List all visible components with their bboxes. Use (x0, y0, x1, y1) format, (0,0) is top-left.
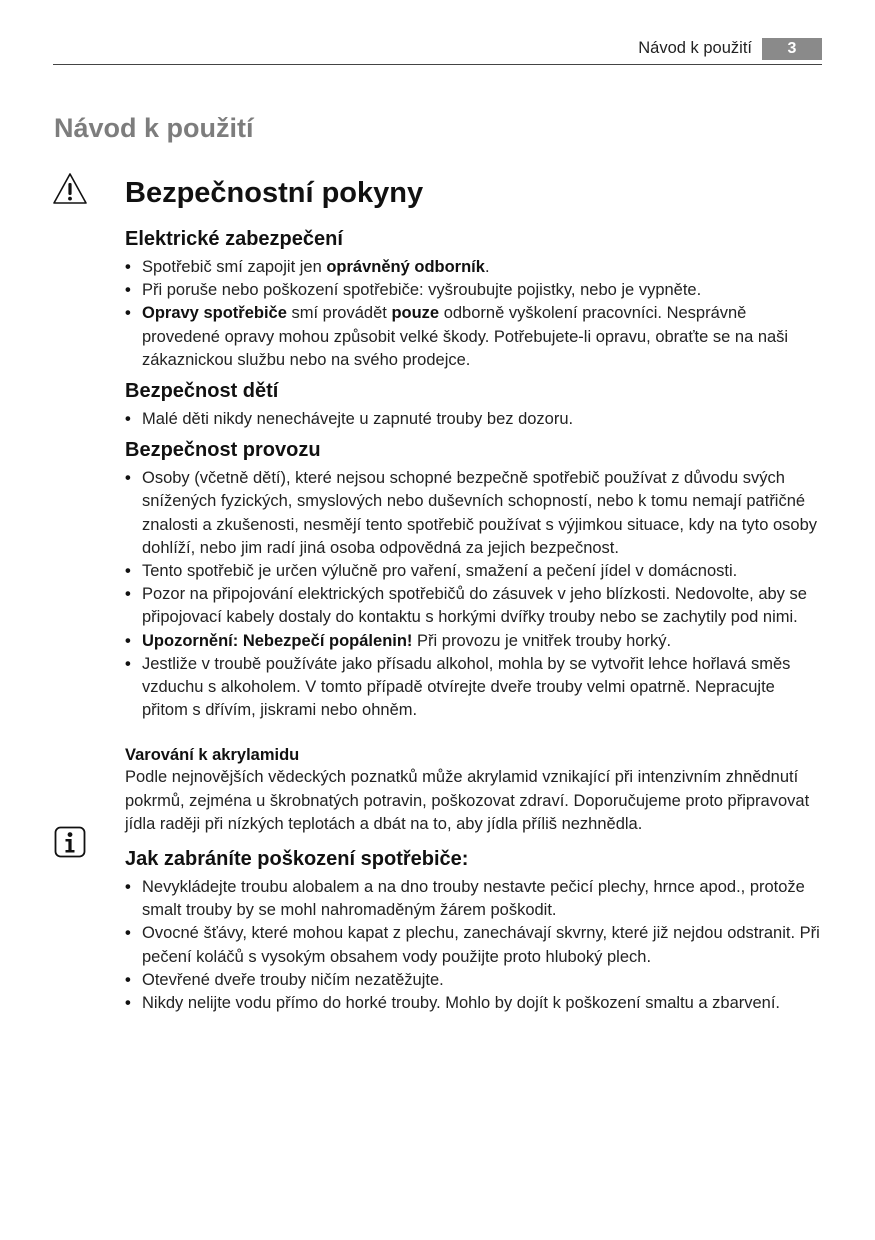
list-item: • Nikdy nelijte vodu přímo do horké trouby. Mohlo by dojít k poškození smaltu a zbarvení. (125, 992, 825, 1015)
electric-safety-heading: Elektrické zabezpečení (125, 228, 343, 250)
acrylamide-note-body: Podle nejnovějších vědeckých poznatků může akrylamid vznikající při intenzivním zhnědnutí pokrmů, zejména u škrobnatých potravin, poškozovat zdraví. Doporučujeme proto připravovat jídla raději při nízkých teplotách a dbát na to, aby jídla příliš nezhnědla. (125, 768, 810, 833)
content (125, 175, 825, 1019)
list-item: • Pozor na připojování elektrických spotřebičů do zásuvek v jeho blízkosti. Nedovolte, aby se připojovací kabely dostaly do kontaktu s horkými dvířky trouby nebo se zachytily pod nimi. (125, 583, 825, 629)
running-header (53, 36, 822, 65)
list-item: • Ovocné šťávy, které mohou kapat z plechu, zanechávají skvrny, které již nejdou odstranit. Při pečení koláčů s vysokým obsahem vody použijte proto hluboký plech. (125, 922, 825, 968)
running-title: Návod k použití (638, 39, 752, 57)
operation-safety-list (125, 467, 825, 722)
list-item: • Tento spotřebič je určen výlučně pro vaření, smažení a pečení jídel v domácnosti. (125, 560, 825, 583)
section-title: Návod k použití (54, 113, 254, 143)
list-item: • Opravy spotřebiče smí provádět pouze odborně vyškolení pracovníci. Nesprávně provedené opravy mohou způsobit velké škody. Potřebujete-li opravu, obraťte se na naši zákaznickou službu nebo na svého prodejce. (125, 302, 825, 372)
list-item: • Malé děti nikdy nenechávejte u zapnuté trouby bez dozoru. (125, 408, 825, 431)
acrylamide-note (125, 744, 825, 836)
warning-triangle-icon (52, 172, 88, 206)
list-item: • Upozornění: Nebezpečí popálenin! Při provozu je vnitřek trouby horký. (125, 630, 825, 653)
operation-safety-heading: Bezpečnost provozu (125, 439, 321, 462)
page-number: 3 (762, 38, 822, 60)
info-icon (54, 826, 86, 858)
list-item: • Jestliže v troubě používáte jako přísadu alkohol, mohla by se vytvořit lehce hořlavá směs vzduchu s alkoholem. V tomto případě otvírejte dveře trouby velmi opatrně. Nepracujte přitom s dřívím, jiskrami nebo ohněm. (125, 653, 825, 723)
child-safety-heading: Bezpečnost dětí (125, 380, 279, 403)
damage-prevention-heading: Jak zabráníte poškození spotřebiče: (125, 848, 469, 871)
list-item: • Osoby (včetně dětí), které nejsou schopné bezpečně spotřebič používat z důvodu svých snížených fyzických, smyslových nebo duševních schopností, nebo k tomu nemají patřičné znalosti a zkušenosti, nesmějí tento spotřebič používat s výjimkou situace, kdy na tyto osoby dohlíží, nebo jim radí jiná osoba odpovědná za jejich bezpečnost. (125, 467, 825, 560)
list-item: • Otevřené dveře trouby ničím nezatěžujte. (125, 969, 825, 992)
list-item: • Nevykládejte troubu alobalem a na dno trouby nestavte pečicí plechy, hrnce apod., protože smalt trouby by se mohl nahromaděným žárem poškodit. (125, 876, 825, 922)
list-item: • Spotřebič smí zapojit jen oprávněný odborník. (125, 256, 825, 279)
child-safety-list (125, 408, 825, 431)
acrylamide-note-title: Varování k akrylamidu (125, 746, 300, 765)
list-item: • Při poruše nebo poškození spotřebiče: vyšroubujte pojistky, nebo je vypněte. (125, 279, 825, 302)
main-heading: Bezpečnostní pokyny (125, 177, 424, 209)
damage-prevention-list (125, 876, 825, 1015)
electric-safety-list (125, 256, 825, 372)
